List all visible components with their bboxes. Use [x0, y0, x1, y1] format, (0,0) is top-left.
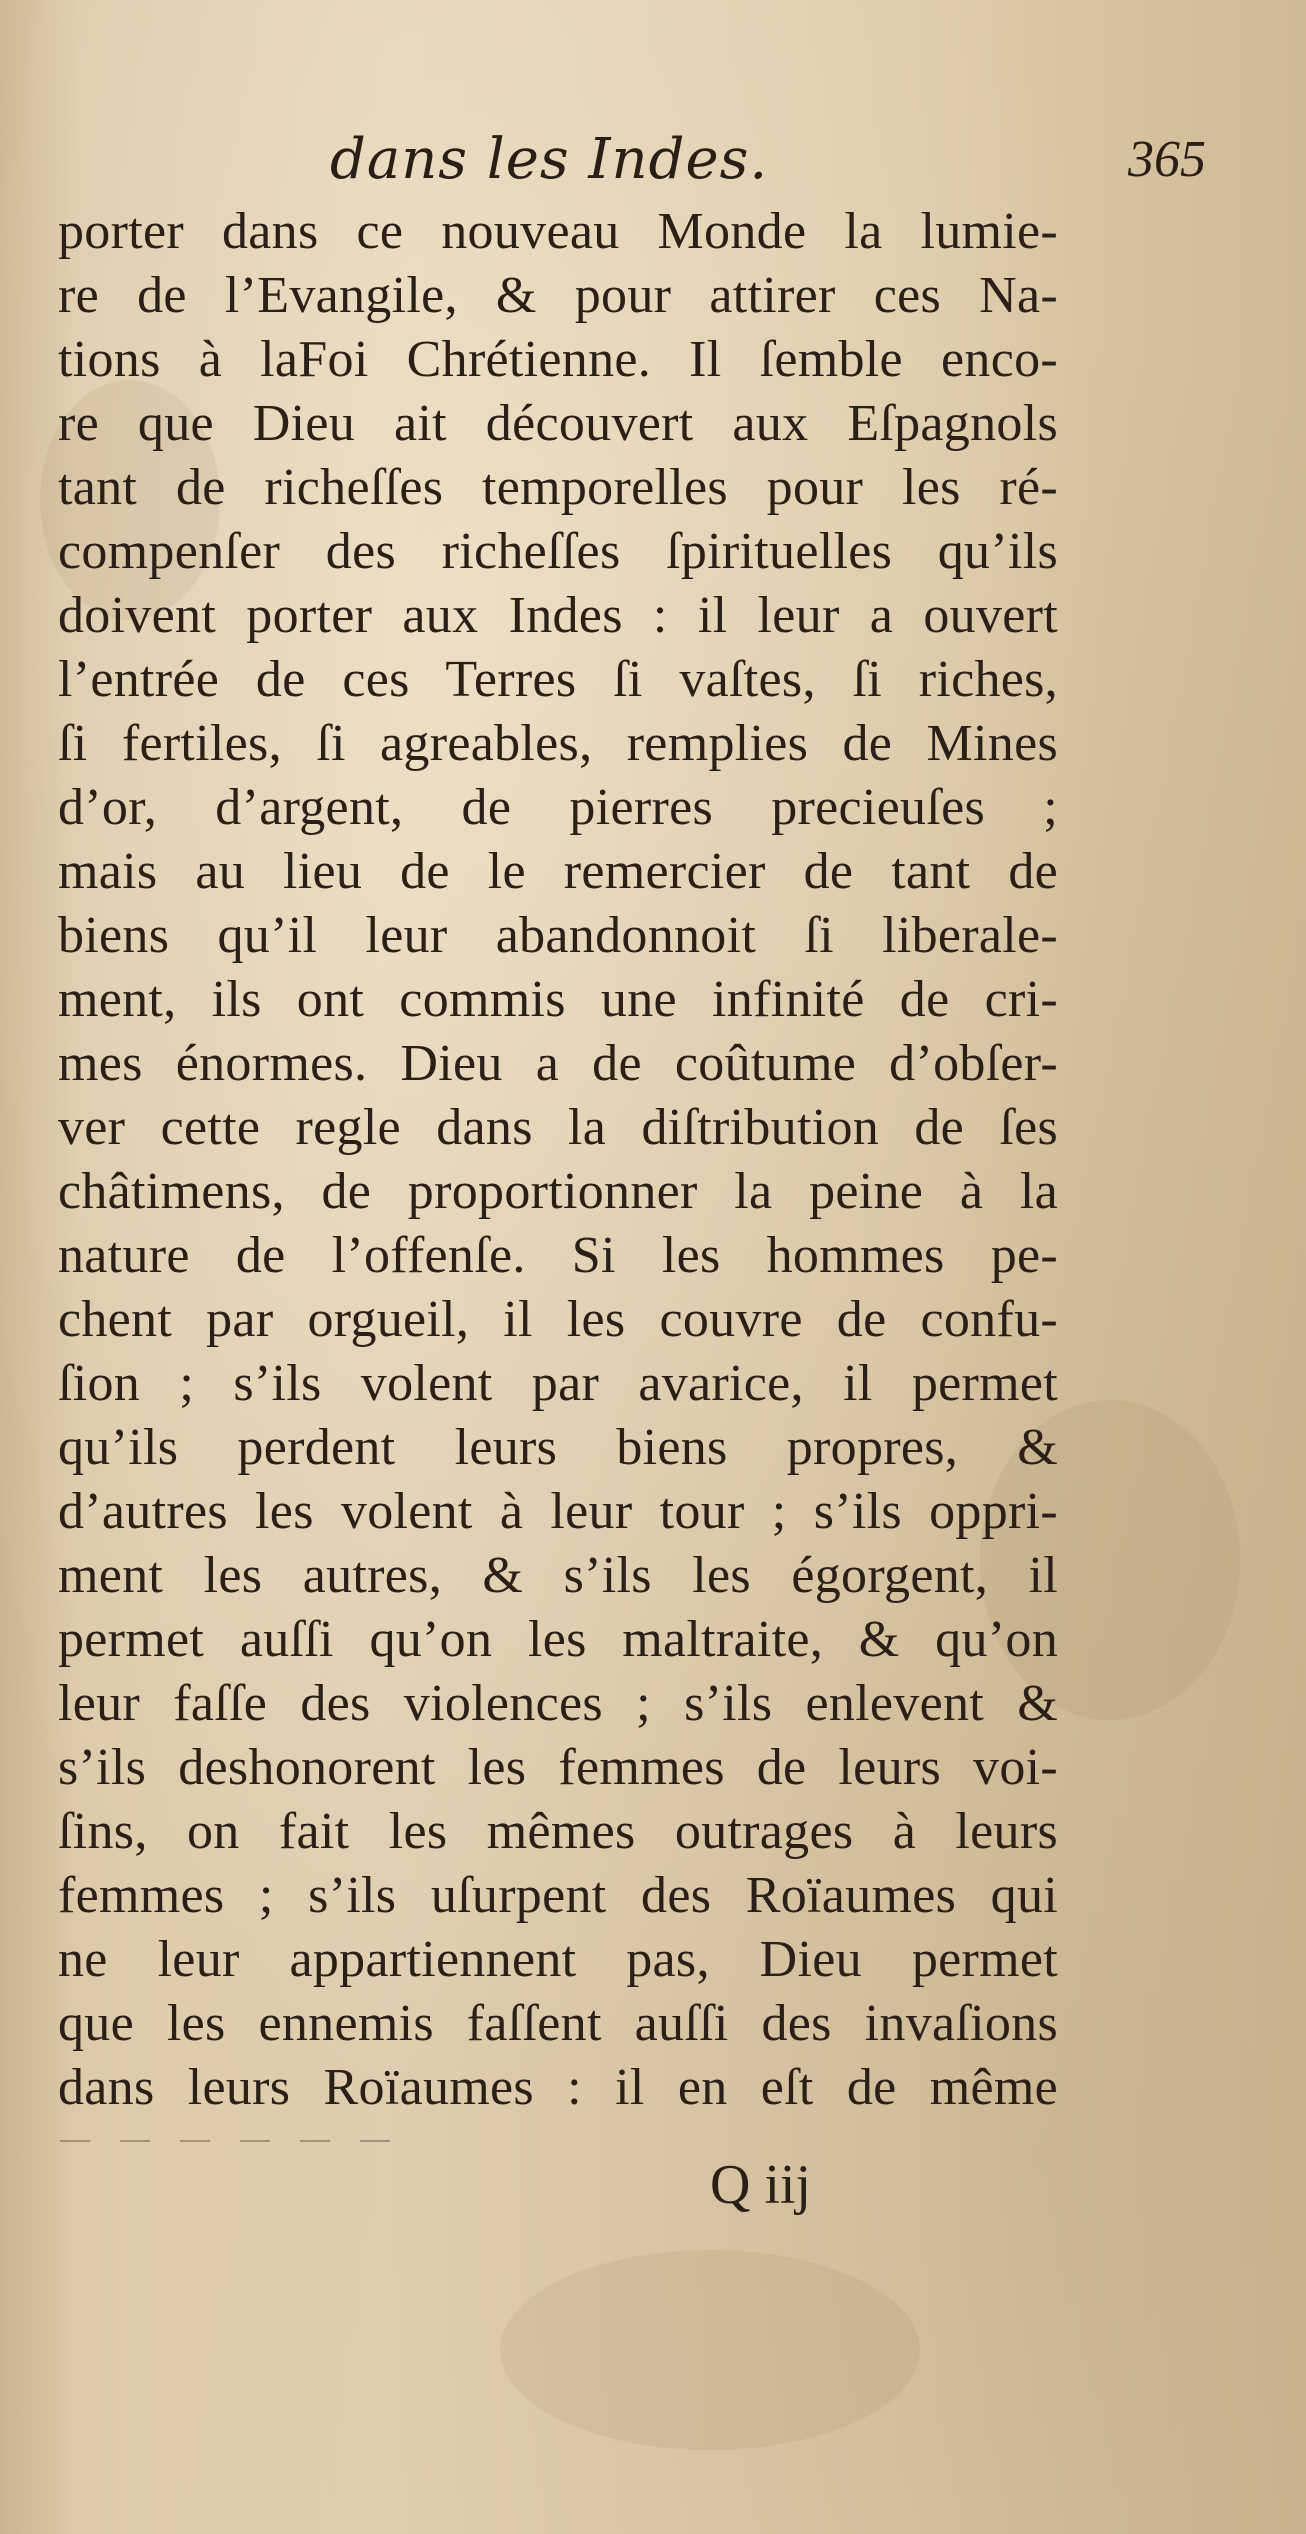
text-line: leur faſſe des violences ; s’ils enlevent & — [58, 1675, 1058, 1732]
text-line: ment les autres, & s’ils les égorgent, il — [58, 1547, 1058, 1604]
body-text — [58, 200, 1058, 2120]
text-line: ſion ; s’ils volent par avarice, il permet — [58, 1355, 1058, 1412]
signature-mark: Q iij — [710, 2154, 812, 2216]
text-line: porter dans ce nouveau Monde la lumie- — [58, 203, 1058, 260]
text-line: biens qu’il leur abandonnoit ſi liberale- — [58, 907, 1058, 964]
text-line: mais au lieu de le remercier de tant de — [58, 843, 1058, 900]
paper-stain — [500, 2250, 920, 2450]
text-line: châtimens, de proportionner la peine à la — [58, 1163, 1058, 1220]
text-line: chent par orgueil, il les couvre de confu- — [58, 1291, 1058, 1348]
bleed-through-mark — [60, 2140, 420, 2142]
text-line: doivent porter aux Indes : il leur a ouvert — [58, 587, 1058, 644]
text-line: l’entrée de ces Terres ſi vaſtes, ſi riches, — [58, 651, 1058, 708]
text-line: qu’ils perdent leurs biens propres, & — [58, 1419, 1058, 1476]
text-line: femmes ; s’ils uſurpent des Roïaumes qui — [58, 1867, 1058, 1924]
text-line: d’or, d’argent, de pierres precieuſes ; — [58, 779, 1058, 836]
text-line: nature de l’offenſe. Si les hommes pe- — [58, 1227, 1058, 1284]
text-line: re que Dieu ait découvert aux Eſpagnols — [58, 395, 1058, 452]
text-line: compenſer des richeſſes ſpirituelles qu’ils — [58, 523, 1058, 580]
text-line: que les ennemis faſſent auſſi des invaſions — [58, 1995, 1058, 2052]
text-line: dans leurs Roïaumes : il en eſt de même — [58, 2059, 1058, 2116]
text-line: ne leur appartiennent pas, Dieu permet — [58, 1931, 1058, 1988]
text-line: tant de richeſſes temporelles pour les ré- — [58, 459, 1058, 516]
page-header — [60, 120, 1246, 200]
text-line: mes énormes. Dieu a de coûtume d’obſer- — [58, 1035, 1058, 1092]
text-line: s’ils deshonorent les femmes de leurs voi- — [58, 1739, 1058, 1796]
text-line: tions à laFoi Chrétienne. Il ſemble enco- — [58, 331, 1058, 388]
text-line: ſi fertiles, ſi agreables, remplies de Mines — [58, 715, 1058, 772]
text-line: permet auſſi qu’on les maltraite, & qu’on — [58, 1611, 1058, 1668]
text-line: re de l’Evangile, & pour attirer ces Na- — [58, 267, 1058, 324]
text-line: ſins, on fait les mêmes outrages à leurs — [58, 1803, 1058, 1860]
text-line: ver cette regle dans la diſtribution de ſes — [58, 1099, 1058, 1156]
text-line: d’autres les volent à leur tour ; s’ils oppri- — [58, 1483, 1058, 1540]
running-head: dans les Indes. — [330, 127, 769, 192]
page-number: 365 — [1128, 131, 1206, 188]
text-line: ment, ils ont commis une infinité de cri- — [58, 971, 1058, 1028]
